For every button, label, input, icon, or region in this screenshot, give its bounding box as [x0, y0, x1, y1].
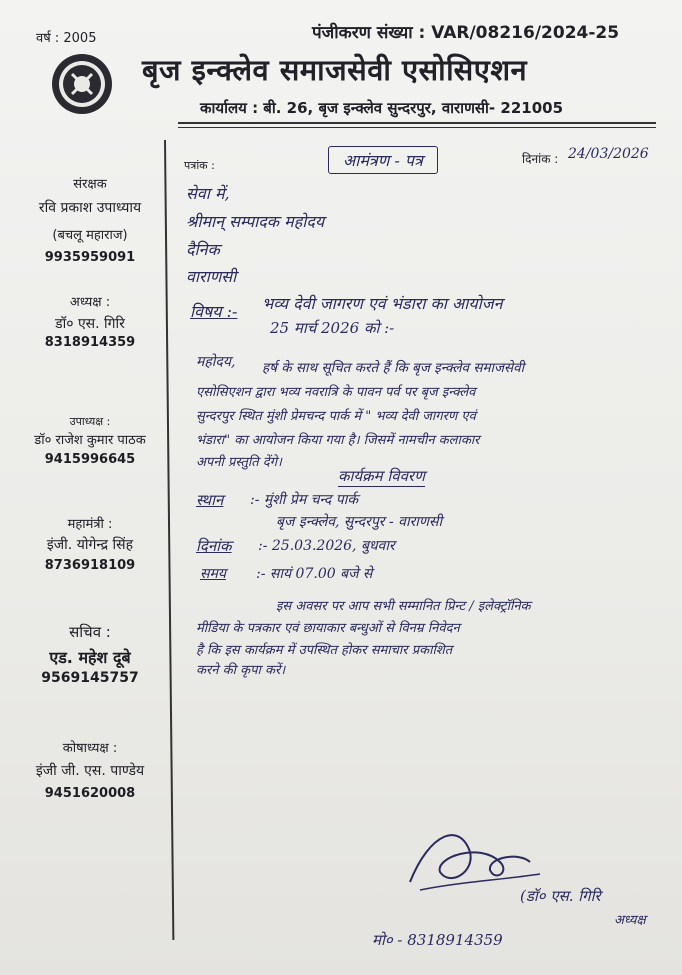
venue-line-2: बृज इन्क्लेव, सुन्दरपुर - वाराणसी	[276, 514, 443, 530]
program-heading: कार्यक्रम विवरण	[338, 467, 425, 485]
treasurer-title: कोषाध्यक्ष :	[62, 741, 118, 756]
event-date-value: :- 25.03.2026, बुधवार	[258, 538, 395, 554]
time-label: समय	[200, 566, 226, 582]
general-secretary-title: महामंत्री :	[67, 517, 113, 532]
secretary-phone: 9569145757	[41, 670, 139, 686]
secretary-title: सचिव :	[69, 623, 111, 641]
patron-name: रवि प्रकाश उपाध्याय	[38, 200, 142, 216]
signer-name: (डॉ० एस. गिरि	[520, 887, 601, 905]
body-line: अपनी प्रस्तुति देंगे।	[196, 455, 282, 470]
closing-line: है कि इस कार्यक्रम में उपस्थित होकर समाचार प्रकाशित	[196, 643, 453, 658]
venue-label: स्थान	[196, 491, 224, 509]
general-secretary-name: इंजी. योगेन्द्र सिंह	[46, 537, 134, 553]
closing-line: मीडिया के पत्रकार एवं छायाकार बन्धुओं से विनम्र निवेदन	[196, 621, 460, 636]
body-line: हर्ष के साथ सूचित करते हैं कि बृज इन्क्लेव समाजसेवी	[262, 360, 525, 376]
organization-logo	[50, 52, 114, 116]
office-address: कार्यालय : बी. 26, बृज इन्क्लेव सुन्दरपुर, वाराणसी- 221005	[200, 99, 564, 117]
closing-line: इस अवसर पर आप सभी सम्मानित प्रिन्ट / इलेक्ट्रॉनिक	[276, 599, 531, 614]
venue-line-1: :- मुंशी प्रेम चन्द पार्क	[250, 492, 359, 508]
patron-title: संरक्षक	[73, 177, 107, 192]
to-line-2: श्रीमान् सम्पादक महोदय	[186, 212, 325, 231]
body-line: एसोसिएशन द्वारा भव्य नवरात्रि के पावन पर्व पर बृज इन्क्लेव	[196, 385, 476, 400]
reference-label: पत्रांक :	[184, 159, 215, 172]
patron-phone: 9935959091	[44, 250, 136, 265]
treasurer-name: इंजी जी. एस. पाण्डेय	[35, 763, 145, 779]
to-line-4: वाराणसी	[186, 267, 237, 286]
salutation: महोदय,	[196, 354, 236, 370]
secretary-name: एड. महेश दूबे	[49, 648, 131, 667]
sidebar-divider	[164, 140, 174, 940]
header-divider-2	[178, 127, 656, 128]
time-value: :- सायं 07.00 बजे से	[256, 566, 373, 582]
event-date-label: दिनांक	[196, 537, 232, 555]
body-line: सुन्दरपुर स्थित मुंशी प्रेमचन्द पार्क में " भव्य देवी जागरण एवं	[196, 409, 476, 424]
subject-line-1: भव्य देवी जागरण एवं भंडारा का आयोजन	[262, 294, 503, 313]
subject-label: विषय :-	[190, 302, 238, 321]
treasurer-phone: 9451620008	[44, 786, 136, 801]
vice-president-name: डॉ० राजेश कुमार पाठक	[34, 433, 146, 448]
header-divider	[178, 122, 656, 124]
president-phone: 8318914359	[44, 335, 136, 350]
patron-alias: (बचलू महाराज)	[52, 228, 128, 243]
general-secretary-phone: 8736918109	[44, 558, 136, 573]
year-label: वर्ष : 2005	[36, 31, 97, 46]
letter-heading: आमंत्रण - पत्र	[328, 146, 438, 174]
date-label: दिनांक :	[522, 152, 559, 166]
to-line-3: दैनिक	[186, 240, 220, 259]
vice-president-title: उपाध्यक्ष :	[69, 415, 111, 428]
closing-line: करने की कृपा करें।	[196, 663, 286, 678]
date-value: 24/03/2026	[568, 146, 649, 162]
body-line: भंडारा" का आयोजन किया गया है। जिसमें नामचीन कलाकार	[196, 433, 480, 448]
subject-line-2: 25 मार्च 2026 को :-	[270, 319, 395, 337]
signer-role: अध्यक्ष	[614, 913, 646, 928]
to-line-1: सेवा में,	[186, 184, 230, 203]
signer-phone: मो० - 8318914359	[372, 931, 503, 949]
president-name: डॉ० एस. गिरि	[55, 316, 125, 332]
registration-number: पंजीकरण संख्या : VAR/08216/2024-25	[312, 23, 620, 43]
president-title: अध्यक्ष :	[69, 295, 111, 310]
vice-president-phone: 9415996645	[44, 452, 136, 467]
organization-name: बृज इन्क्लेव समाजसेवी एसोसिएशन	[142, 53, 528, 87]
